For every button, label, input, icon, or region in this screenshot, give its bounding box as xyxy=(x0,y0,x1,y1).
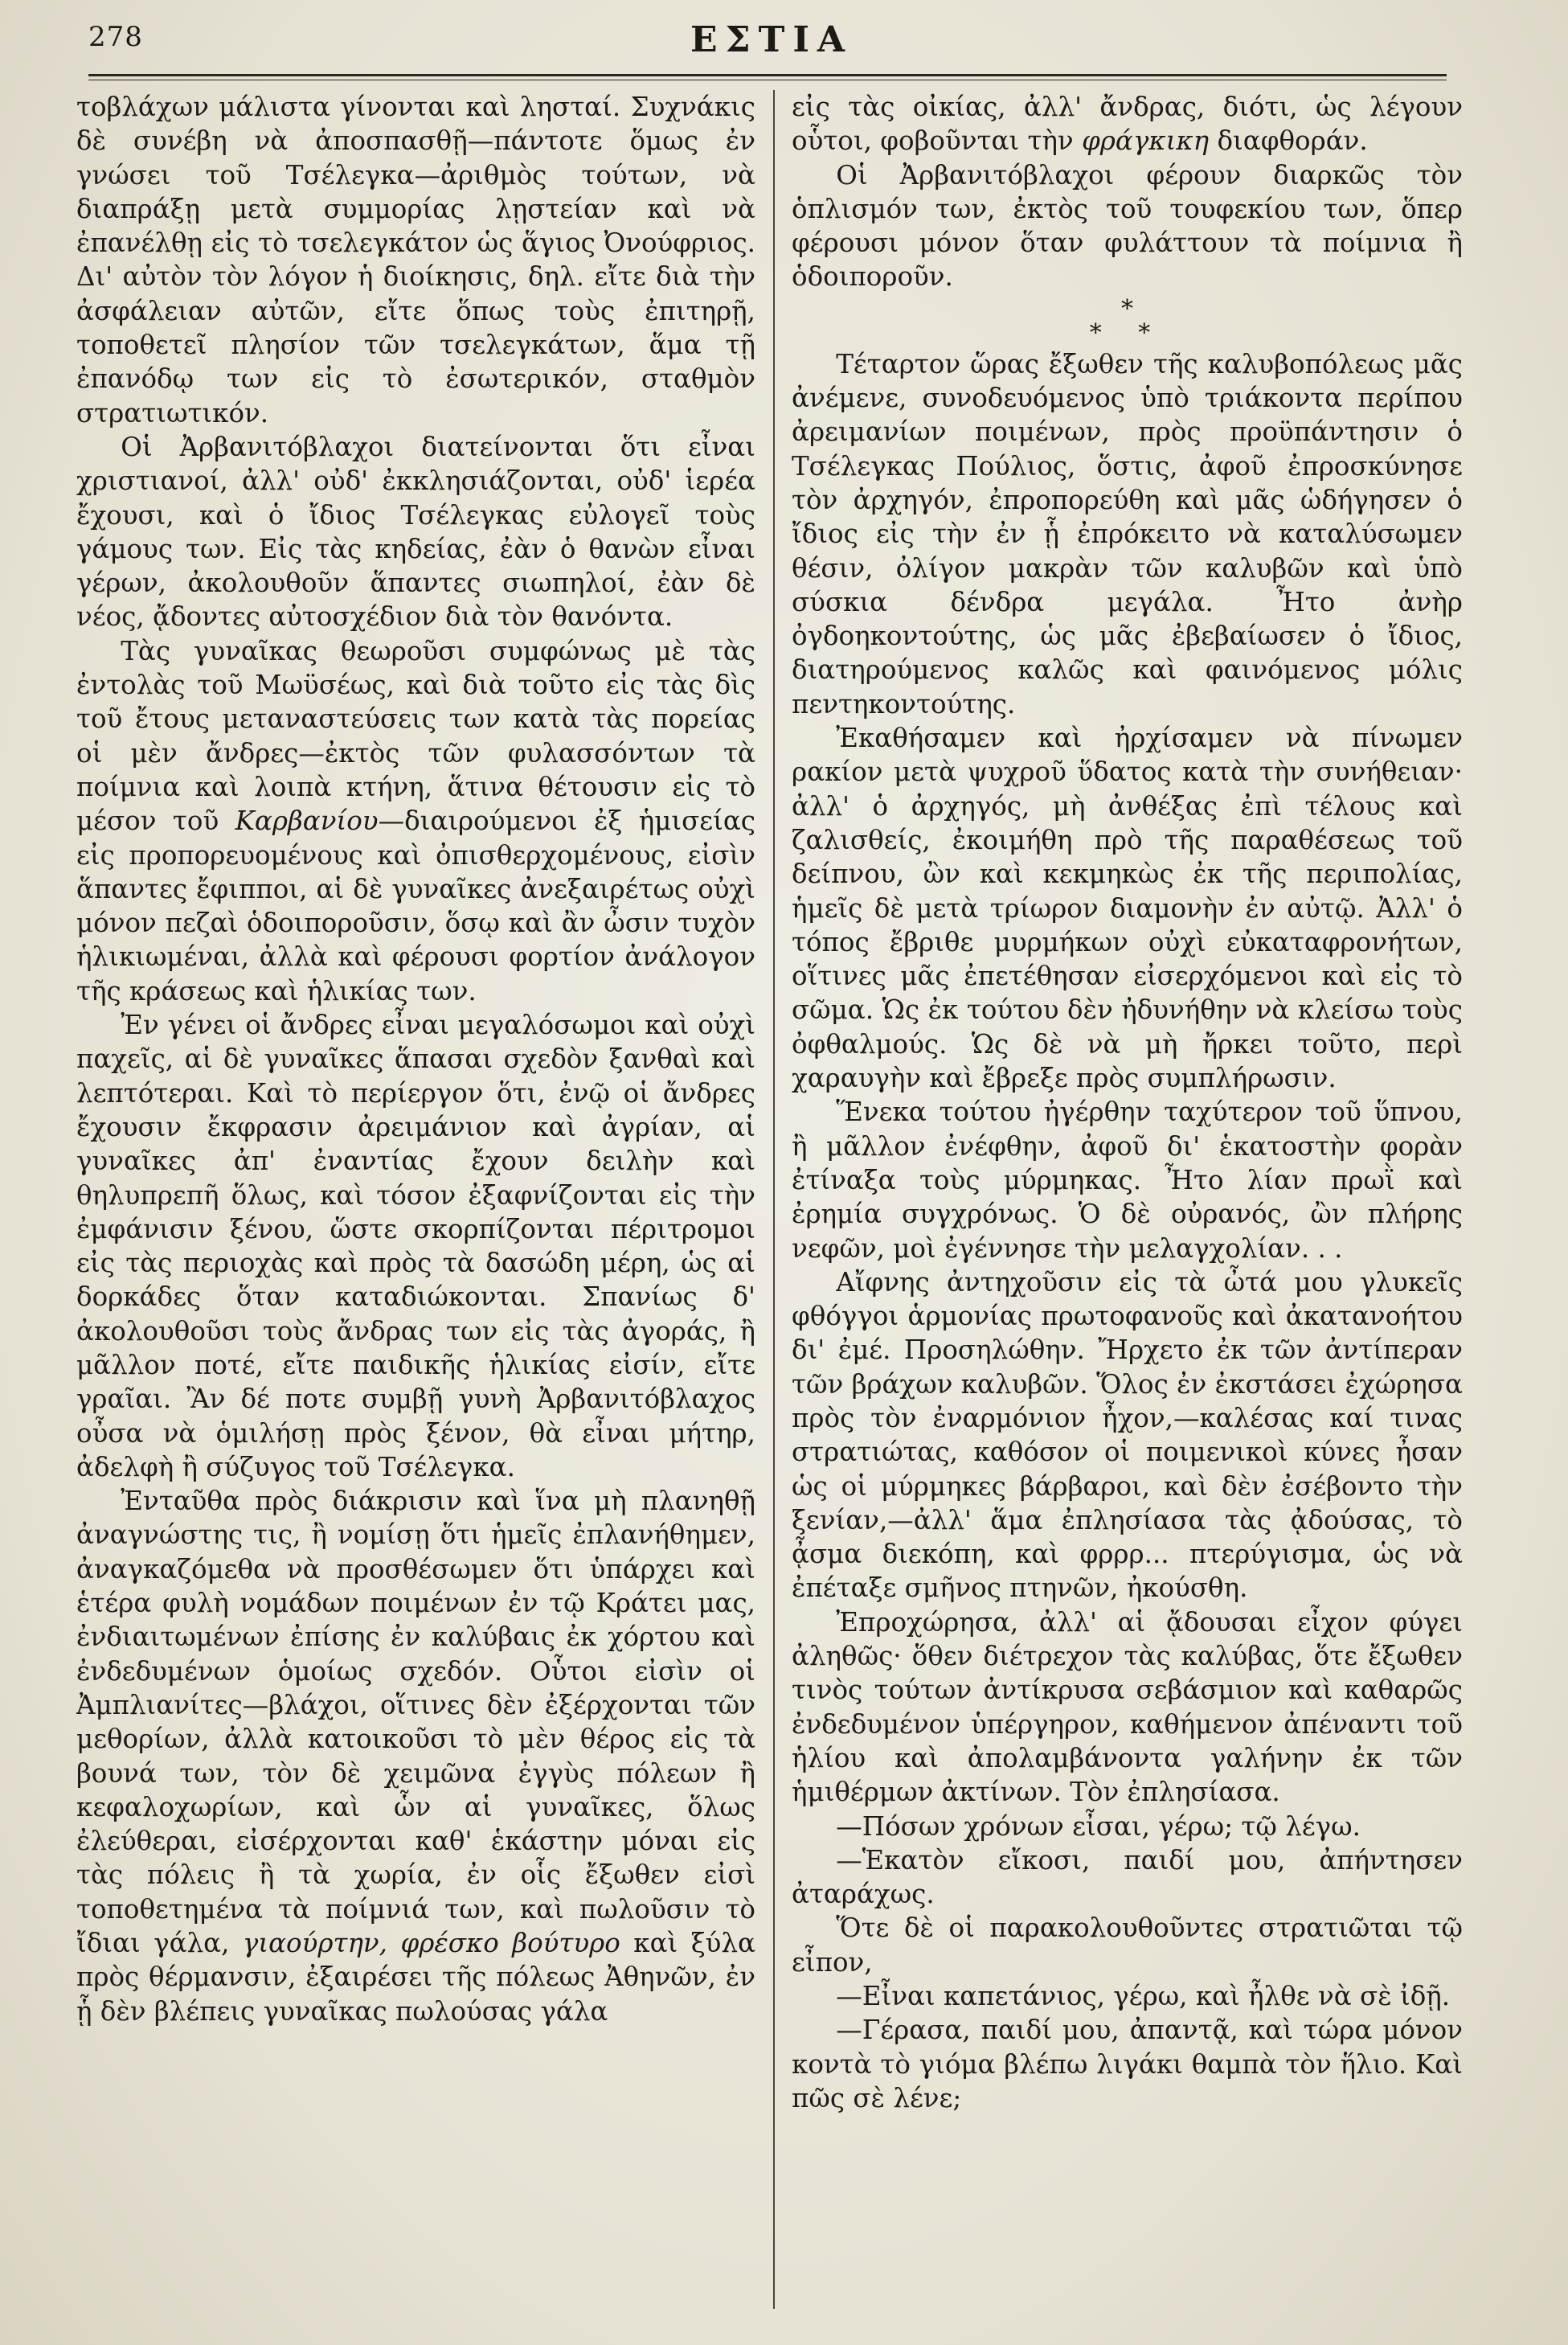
text-run: Τὰς γυναῖκας θεωροῦσι συμφώνως μὲ τὰς ἐντολὰς τοῦ Μωϋσέως, καὶ διὰ τοῦτο εἰς τὰς δὶς τοῦ ἔτους μεταναστεύσεις των κατὰ τὰς πορείας οἱ μὲν ἄνδρες—ἐκτὸς τῶν φυλασσόντων τὰ ποίμνια καὶ λοιπὰ κτήνη, ἅτινα θέτουσιν εἰς τὸ μέσον τοῦ xyxy=(76,635,755,837)
paragraph-continued xyxy=(792,90,1463,158)
italic-term: φράγκικη xyxy=(1082,125,1210,157)
text-run: διαφθοράν. xyxy=(1217,125,1368,157)
left-column xyxy=(76,90,755,2317)
dialogue-line: —Εἶναι καπετάνιος, γέρω, καὶ ἦλθε νὰ σὲ ἰδῇ. xyxy=(836,1981,1451,2012)
paragraph: Οἱ Ἀρβανιτόβλαχοι διατείνονται ὅτι εἶναι χριστιανοί, ἀλλ' οὐδ' ἐκκλησιάζονται, οὐδ' ἱερέα ἔχουσι, καὶ ὁ ἴδιος Τσέλεγκας εὐλογεῖ τοὺς γάμους των. Εἰς τὰς κηδείας, ἐὰν ὁ θανὼν εἶναι γέρων, ἀκολουθοῦν ἅπαντες σιωπηλοί, ἐὰν δὲ νέος, ᾄδοντες αὐτοσχέδιον διὰ τὸν θανόντα. xyxy=(76,431,755,633)
header-rule xyxy=(88,74,1447,76)
right-column xyxy=(792,90,1463,2317)
text-run: —διαιρούμενοι ἐξ ἡμισείας εἰς προπορευομένους καὶ ὀπισθερχομένους, εἰσὶν ἅπαντες ἔφιπποι, αἱ δὲ γυναῖκες ἀνεξαιρέτως οὐχὶ μόνον πεζαὶ ὁδοιποροῦσιν, ὅσῳ καὶ ἂν ὦσιν τυχὸν ἡλικιωμέναι, ἀλλὰ καὶ φέρουσι φορτίον ἀνάλογον τῆς κράσεως καὶ ἡλικίας των. xyxy=(76,806,755,1006)
column-rule xyxy=(773,90,775,2309)
running-title: ΕΣΤΙΑ xyxy=(690,19,854,60)
paragraph-continued: τοβλάχων μάλιστα γίνονται καὶ λησταί. Συχνάκις δὲ συνέβη νὰ ἀποσπασθῇ—πάντοτε ὅμως ἐν γνώσει τοῦ Τσέλεγκα—ἀριθμὸς τούτων, νὰ διαπράξῃ μετὰ συμμορίας λῃστείαν καὶ νὰ ἐπανέλθῃ εἰς τὸ τσελεγκάτον ὡς ἅγιος Ὀνούφριος. Δι' αὐτὸν τὸν λόγον ἡ διοίκησις, δηλ. εἴτε διὰ τὴν ἀσφάλειαν αὐτῶν, εἴτε ὅπως τοὺς ἐπιτηρῇ, τοποθετεῖ πλησίον τῶν τσελεγκάτων, ἅμα τῇ ἐπανόδῳ των εἰς τὸ ἐσωτερικόν, σταθμὸν στρατιωτικόν. xyxy=(76,92,755,428)
page-number: 278 xyxy=(88,21,143,53)
paragraph: Ἐπροχώρησα, ἀλλ' αἱ ᾄδουσαι εἶχον φύγει ἀληθῶς· ὅθεν διέτρεχον τὰς καλύβας, ὅτε ἔξωθεν τινὸς τούτων ἀντίκρυσα σεβάσμιον καὶ καθαρῶς ἐνδεδυμένον ὑπέργηρον, καθήμενον ἀπέναντι τοῦ ἡλίου καὶ ἀπολαμβάνοντα γαλήνην ἐκ τῶν ἡμιθέρμων ἀκτίνων. Τὸν ἐπλησίασα. xyxy=(792,1606,1463,1808)
asterism-top: * xyxy=(1121,294,1133,323)
text-run: καὶ ξύλα πρὸς θέρμανσιν, ἐξαιρέσει τῆς πόλεως Ἀθηνῶν, ἐν ᾗ δὲν βλέπεις γυναῖκας πωλούσας γάλα xyxy=(76,1928,755,2027)
text-run: Ἐνταῦθα πρὸς διάκρισιν καὶ ἵνα μὴ πλανηθῇ ἀναγνώστης τις, ἢ νομίσῃ ὅτι ἡμεῖς ἐπλανήθημεν, ἀναγκαζόμεθα νὰ προσθέσωμεν ὅτι ὑπάρχει καὶ ἑτέρα φυλὴ νομάδων ποιμένων ἐν τῷ Κράτει μας, ἐνδιαιτωμένων ἐπίσης ἐν καλύβαις ἐκ χόρτου καὶ ἐνδεδυμένων ὁμοίως σχεδόν. Οὗτοι εἰσὶν οἱ Ἀμπλιανίτες—βλάχοι, οἵτινες δὲν ἐξέρχονται τῶν μεθορίων, ἀλλὰ κατοικοῦσι τὸ μὲν θέρος εἰς τὰ βουνά των, τὸν δὲ χειμῶνα ἐγγὺς πόλεων ἢ κεφαλοχωρίων, καὶ ὧν αἱ γυναῖκες, ὅλως ἐλεύθεραι, εἰσέρχονται καθ' ἑκάστην μόναι εἰς τὰς πόλεις ἢ τὰ χωρία, ἐν οἷς ἔξωθεν εἰσὶ τοποθετημένα τὰ ποίμνιά των, καὶ πωλοῦσιν τὸ ἴδιαι γάλα, xyxy=(76,1486,755,1959)
asterism-bottom: * * xyxy=(1089,318,1165,347)
paragraph xyxy=(76,634,755,1008)
paragraph: Ἐκαθήσαμεν καὶ ἠρχίσαμεν νὰ πίνωμεν ρακίον μετὰ ψυχροῦ ὕδατος κατὰ τὴν συνήθειαν· ἀλλ' ὁ ἀρχηγός, μὴ ἀνθέξας ἐπὶ τέλους καὶ ζαλισθείς, ἐκοιμήθη πρὸ τῆς παραθέσεως τοῦ δείπνου, ὢν καὶ κεκμηκὼς ἐκ τῆς περιπολίας, ἡμεῖς δὲ μετὰ τρίωρον διαμονὴν ἐν αὐτῷ. Ἀλλ' ὁ τόπος ἔβριθε μυρμήκων οὐχὶ εὐκαταφρονήτων, οἵτινες μᾶς ἐπετέθησαν εἰσερχόμενοι καὶ εἰς τὸ σῶμα. Ὡς ἐκ τούτου δὲν ἠδυνήθην νὰ κλείσω τοὺς ὀφθαλμούς. Ὡς δὲ νὰ μὴ ἤρκει τοῦτο, περὶ χαραυγὴν καὶ ἔβρεξε πρὸς συμπλήρωσιν. xyxy=(792,723,1463,1094)
italic-term: Καρβανίου xyxy=(235,806,379,837)
dialogue-line: —Γέρασα, παιδί μου, ἀπαντᾷ, καὶ τώρα μόνον κοντὰ τὸ γιόμα βλέπω λιγάκι θαμπὰ τὸν ἥλιο. Καὶ πῶς σὲ λένε; xyxy=(792,2015,1463,2113)
section-asterism xyxy=(792,294,1463,347)
paragraph: Ἐν γένει οἱ ἄνδρες εἶναι μεγαλόσωμοι καὶ οὐχὶ παχεῖς, αἱ δὲ γυναῖκες ἅπασαι σχεδὸν ξανθαὶ καὶ λεπτότεραι. Καὶ τὸ περίεργον ὅτι, ἐνῷ οἱ ἄνδρες ἔχουσιν ἔκφρασιν ἀρειμάνιον καὶ ἀγρίαν, αἱ γυναῖκες ἀπ' ἐναντίας ἔχουν δειλὴν καὶ θηλυπρεπῆ ὅλως, καὶ τόσον ἐξαφνίζονται εἰς τὴν ἐμφάνισιν ξένου, ὥστε σκορπίζονται πέριτρομοι εἰς τὰς περιοχὰς καὶ πρὸς τὰ δασώδη μέρη, ὡς αἱ δορκάδες ὅταν καταδιώκονται. Σπανίως δ' ἀκολουθοῦσι τοὺς ἄνδρας των εἰς τὰς ἀγοράς, ἢ μᾶλλον ποτέ, εἴτε παιδικῆς ἡλικίας εἰσίν, εἴτε γραῖαι. Ἂν δέ ποτε συμβῇ γυνὴ Ἀρβανιτόβλαχος οὖσα νὰ ὁμιλήσῃ πρὸς ξένον, θὰ εἶναι μήτηρ, ἀδελφὴ ἢ σύζυγος τοῦ Τσέλεγκα. xyxy=(76,1010,755,1482)
paragraph: Οἱ Ἀρβανιτόβλαχοι φέρουν διαρκῶς τὸν ὁπλισμόν των, ἐκτὸς τοῦ τουφεκίου των, ὅπερ φέρουσι μόνον ὅταν φυλάττουν τὰ ποίμνια ἢ ὁδοιποροῦν. xyxy=(792,159,1463,293)
paragraph: Αἴφνης ἀντηχοῦσιν εἰς τὰ ὦτά μου γλυκεῖς φθόγγοι ἁρμονίας πρωτοφανοῦς καὶ ἀκατανοήτου δι' ἐμέ. Προσηλώθην. Ἤρχετο ἐκ τῶν ἀντίπεραν τῶν βράχων καλυβῶν. Ὅλος ἐν ἐκστάσει ἐχώρησα πρὸς τὸν ἐναρμόνιον ἦχον,—καλέσας καί τινας στρατιώτας, καθόσον οἱ ποιμενικοὶ κύνες ἦσαν ὡς οἱ μύρμηκες βάρβαροι, καὶ δὲν ἐσέβοντο τὴν ξενίαν,—ἀλλ' ἅμα ἐπλησίασα τὰς ᾀδούσας, τὸ ᾆσμα διεκόπη, καὶ φρρρ... πτερύγισμα, ὡς νὰ ἐπέταξε σμῆνος πτηνῶν, ἠκούσθη. xyxy=(792,1266,1463,1604)
italic-term: γιαούρτην, φρέσκο βούτυρο xyxy=(242,1928,620,1959)
paragraph: Ὅτε δὲ οἱ παρακολουθοῦντες στρατιῶται τῷ εἶπον, xyxy=(792,1912,1463,1978)
dialogue-line: —Ἑκατὸν εἴκοσι, παιδί μου, ἀπήντησεν ἀταράχως. xyxy=(792,1844,1463,1910)
paragraph xyxy=(76,1484,755,2028)
text-run: εἰς τὰς οἰκίας, ἀλλ' ἄνδρας, διότι, ὡς λέγουν οὗτοι, φοβοῦνται τὴν xyxy=(792,92,1463,157)
dialogue-line: —Πόσων χρόνων εἶσαι, γέρω; τῷ λέγω. xyxy=(836,1810,1361,1842)
page-header xyxy=(88,14,1455,63)
paragraph: Τέταρτον ὥρας ἔξωθεν τῆς καλυβοπόλεως μᾶς ἀνέμενε, συνοδευόμενος ὑπὸ τριάκοντα περίπου ἀρειμανίων ποιμένων, πρὸς προϋπάντησιν ὁ Τσέλεγκας Πούλιος, ὅστις, ἀφοῦ ἐπροσκύνησε τὸν ἀρχηγόν, ἐπροπορεύθη καὶ μᾶς ὡδήγησεν ὁ ἴδιος εἰς τὴν ἐν ᾗ ἐπρόκειτο νὰ καταλύσωμεν θέσιν, ὀλίγον μακρὰν τῶν καλυβῶν καὶ ὑπὸ σύσκια δένδρα μεγάλα. Ἦτο ἀνὴρ ὀγδοηκοντούτης, ὡς μᾶς ἐβεβαίωσεν ὁ ἴδιος, διατηρούμενος καλῶς καὶ φαινόμενος μόλις πεντηκοντούτης. xyxy=(792,348,1463,719)
paragraph: Ἕνεκα τούτου ἠγέρθην ταχύτερον τοῦ ὕπνου, ἢ μᾶλλον ἐνέφθην, ἀφοῦ δι' ἑκατοστὴν φορὰν ἐτίναξα τοὺς μύρμηκας. Ἦτο λίαν πρωῒ καὶ ἐρημία συγχρόνως. Ὁ δὲ οὐρανός, ὢν πλήρης νεφῶν, μοὶ ἐγέννησε τὴν μελαγχολίαν. . . xyxy=(792,1097,1463,1264)
